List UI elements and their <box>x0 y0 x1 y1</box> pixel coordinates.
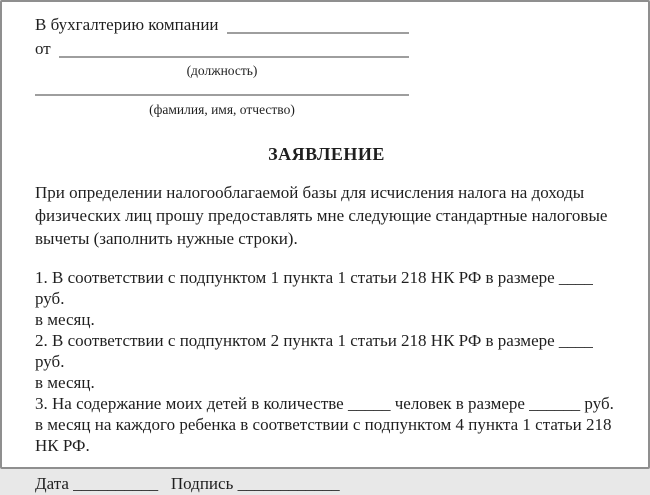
from-label: от <box>35 39 51 58</box>
deduction-item-3 <box>35 393 618 456</box>
company-name-blank-line <box>227 14 409 34</box>
from-row <box>35 38 409 60</box>
item-line: 3. На содержание моих детей в количестве _____ человек в размере ______ руб. <box>35 394 614 413</box>
signature-label: Подпись <box>170 474 234 493</box>
signature-blank: ____________ <box>237 474 340 493</box>
signature-row <box>35 473 618 495</box>
addressee-block <box>35 14 409 117</box>
date-blank: __________ <box>73 474 159 493</box>
position-caption: (должность) <box>186 63 258 78</box>
position-blank-line <box>59 38 409 58</box>
spacer <box>162 474 166 493</box>
item-line: в месяц. <box>35 310 95 329</box>
item-line: в месяц. <box>35 373 95 392</box>
item-line: 1. В соответствии с подпунктом 1 пункта 1 статьи 218 НК РФ в размере ____ руб. <box>35 268 593 308</box>
intro-line: вычеты (заполнить нужные строки). <box>35 229 298 248</box>
intro-paragraph <box>35 181 618 250</box>
date-label: Дата <box>35 474 69 493</box>
deduction-item-2 <box>35 330 618 393</box>
document-title: ЗАЯВЛЕНИЕ <box>268 144 385 164</box>
item-line: 2. В соответствии с подпунктом 2 пункта 1 статьи 218 НК РФ в размере ____ руб. <box>35 331 593 371</box>
intro-line: физических лиц прошу предоставлять мне следующие стандартные налоговые <box>35 206 608 225</box>
addressee-label: В бухгалтерию компании <box>35 15 219 34</box>
full-name-caption: (фамилия, имя, отчество) <box>149 102 295 117</box>
deduction-item-1 <box>35 267 618 330</box>
intro-line: При определении налогооблагаемой базы для исчисления налога на доходы <box>35 183 585 202</box>
addressee-row <box>35 14 409 36</box>
deduction-items-list <box>35 267 618 456</box>
item-line: в месяц на каждого ребенка в соответствии с подпунктом 4 пункта 1 статьи 218 <box>35 415 612 434</box>
full-name-blank-line <box>35 94 409 96</box>
item-line: НК РФ. <box>35 436 90 455</box>
